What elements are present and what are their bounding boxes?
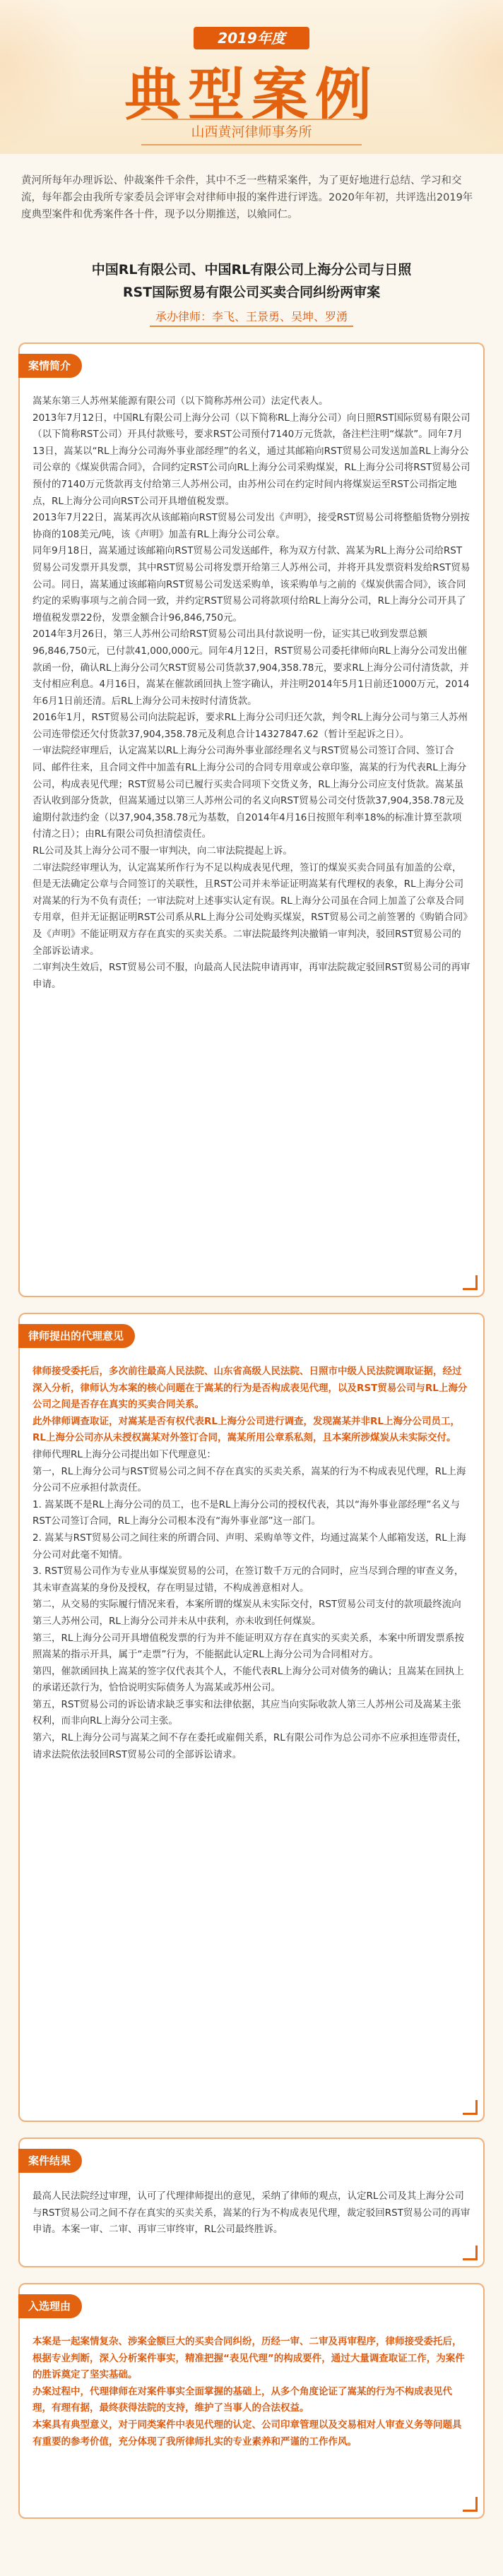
section-case-summary: [18, 342, 485, 1297]
section-body: [20, 2284, 483, 2466]
section-body: [20, 1314, 483, 1779]
paragraph: 同年9月18日，嵩某通过该邮箱向RST贸易公司发送邮件，称为双方付款、嵩某为RL上海分公司给RST贸易公司发票开具发票，其中RST贸易公司将发票开给第三人苏州公司，并将开具发票资料发给RST贸易公司。同日，嵩某通过该邮箱向RST贸易公司发送采购单，该采购单与之前的《煤炭供需合同》，该合同约定的采购事项与之前合同一致，并约定RST贸易公司将款项付给RL上海分公司，RL上海分公司开具了增值税发票22份，发票金额合计96,846,750元。: [32, 545, 471, 624]
case-title-line-1: 中国RL有限公司、中国RL有限公司上海分公司与日照: [91, 262, 412, 278]
paragraph: 律师接受委托后，多次前往最高人民法院、山东省高级人民法院、日照市中级人民法院调取证据，经过深入分析，律师认为本案的核心问题在于嵩某的行为是否构成表见代理，以及RST贸易公司与RL上海分公司之间是否存在真实的买卖合同关系。: [32, 1366, 468, 1411]
paragraph: 第四，催款函回执上嵩某的签字仅代表其个人，不能代表RL上海分公司对债务的确认；且嵩某在回执上的承诺还款行为，恰恰说明实际债务人为嵩某或苏州公司。: [32, 1665, 464, 1694]
paragraph: 本案是一起案情复杂、涉案金额巨大的买卖合同纠纷，历经一审、二审及再审程序，律师接受委托后，根据专业判断，深入分析案件事实，精准把握“表见代理”的构成要件，通过大量调查取证工作，为案件的胜诉奠定了坚实基础。: [32, 2336, 465, 2381]
paragraph: 3. RST贸易公司作为专业从事煤炭贸易的公司，在签订数千万元的合同时，应当尽到合理的审查义务，其未审查嵩某的身份及授权，存在明显过错，不构成善意相对人。: [32, 1566, 464, 1594]
section-selection-reason: [18, 2283, 485, 2519]
case-lawyers: 承办律师：李飞、王景勇、吴坤、罗湧: [150, 308, 353, 327]
paragraph: 2016年1月，RST贸易公司向法院起诉，要求RL上海分公司归还欠款，判令RL上海分公司与第三人苏州公司连带偿还欠付货款37,904,358.78元及利息合计14327847.62（暂计至起诉之日）。: [32, 712, 468, 740]
section-lawyer-opinion: [18, 1313, 485, 2122]
section-tag: 律师提出的代理意见: [18, 1324, 135, 1348]
paragraph: 一审法院经审理后，认定嵩某以RL上海分公司海外事业部经理名义与RST贸易公司签订合同、签订合同、邮件往来，且合同文件中加盖有RL上海分公司的合同专用章或公章印鉴，嵩某的行为代表RL上海分公司，构成表见代理；RST贸易公司已履行买卖合同项下交货义务，RL上海分公司应支付货款。嵩某虽否认收到部分货款，但嵩某通过以第三人苏州公司的名义向RST贸易公司交付货款37,904,358.78元及逾期付款违约金（以37,904,358.78元为基数，自2014年4月16日按照年利率18%的标准计算至款项付清之日）；由RL有限公司负担清偿责任。: [32, 745, 467, 840]
year-badge: 2019年度: [194, 27, 309, 49]
paragraph: 2013年7月12日，中国RL有限公司上海分公司（以下简称RL上海分公司）向日照RST国际贸易有限公司（以下简称RST公司）开具付款账号，要求RST公司预付7140万元货款，备注栏注明“煤款”。同年7月13日，嵩某以“RL上海分公司海外事业部经理”的名义，通过其邮箱向RST贸易公司发送加盖RL上海分公司公章的《煤炭供需合同》，合同约定RST公司向RL上海分公司采购煤炭，RL上海分公司将RST贸易公司预付的7140万元货款再支付给第三人苏州公司，由苏州公司在约定时间内将煤炭运至RST公司指定地点，RL上海分公司向RST公司开具增值税发票。: [32, 412, 471, 507]
paragraph: RL公司及其上海分公司不服一审判决，向二审法院提起上诉。: [32, 845, 292, 857]
section-body: [20, 2139, 483, 2254]
paragraph: 嵩某东第三人苏州某能源有限公司（以下简称苏州公司）法定代表人。: [32, 395, 329, 407]
paragraph: 办案过程中，代理律师在对案件事实全面掌握的基础上，从多个角度论证了嵩某的行为不构成表见代理，有理有据，最终获得法院的支持，维护了当事人的合法权益。: [32, 2385, 452, 2414]
corner-decoration: [463, 2246, 478, 2260]
header-banner: [0, 0, 503, 154]
paragraph: 第二，从交易的实际履行情况来看，本案所谓的煤炭从未实际交付，RST贸易公司支付的款项最终流向第三人苏州公司，RL上海分公司并未从中获利，亦未收到任何煤炭。: [32, 1599, 461, 1627]
paragraph: 2. 嵩某与RST贸易公司之间往来的所谓合同、声明、采购单等文件，均通过嵩某个人邮箱发送，RL上海分公司对此毫不知情。: [32, 1532, 466, 1561]
page-title: 典型案例: [124, 61, 379, 128]
corner-decoration: [463, 2100, 478, 2115]
paragraph: 第六，RL上海分公司与嵩某之间不存在委托或雇佣关系，RL有限公司作为总公司亦不应承担连带责任，请求法院依法驳回RST贸易公司的全部诉讼请求。: [32, 1732, 467, 1760]
paragraph: 二审判决生效后，RST贸易公司不服，向最高人民法院申请再审，再审法院裁定驳回RST贸易公司的再审申请。: [32, 962, 471, 990]
section-tag: 入选理由: [18, 2294, 82, 2318]
paragraph: 2014年3月26日，第三人苏州公司给RST贸易公司出具付款说明一份，证实其已收到发票总额96,846,750元，已付款41,000,000元。同年4月12日，RST贸易公司委托律师向RL上海分公司发出催款函一份，确认RL上海分公司欠RST贸易公司货款37,904,358.78元，要求RL上海分公司付清货款，并支付相应利息。4月16日，嵩某在催款函回执上签字确认，并注明2014年5月1日前还1000万元，2014年6月1日前还清。后RL上海分公司未按时付清货款。: [32, 628, 470, 707]
case-heading: [0, 258, 503, 327]
paragraph: 二审法院经审理认为，认定嵩某所作行为不足以构成表见代理，签订的煤炭买卖合同虽有加盖的公章，但是无法确定公章与合同签订的关联性，且RST公司并未举证证明嵩某有代理权的表象，RL上海分公司对嵩某的行为不负有责任；一审法院对上述事实认定有误。RL上海分公司虽在合同上加盖了公章及合同专用章，但并无证据证明RST公司系从RL上海分公司处购买煤炭，RST贸易公司之前签署的《购销合同》及《声明》不能证明双方存在真实的买卖关系。二审法院最终判决撤销一审判决，驳回RST贸易公司的全部诉讼请求。: [32, 861, 468, 957]
paragraph: 律师代理RL上海分公司提出如下代理意见：: [32, 1448, 216, 1460]
section-case-result: [18, 2137, 485, 2267]
section-tag: 案件结果: [18, 2149, 82, 2173]
case-title-line-2: RST国际贸易有限公司买卖合同纠纷两审案: [122, 285, 381, 300]
section-tag: 案情简介: [18, 354, 82, 378]
paragraph: 第五，RST贸易公司的诉讼请求缺乏事实和法律依据，其应当向实际收款人第三人苏州公司及嵩某主张权利，而非向RL上海分公司主张。: [32, 1698, 461, 1727]
paragraph: 第三，RL上海分公司开具增值税发票的行为并不能证明双方存在真实的买卖关系，本案中所谓发票系按照嵩某的指示开具，属于“走票”行为，不能据此认定RL上海分公司为合同相对方。: [32, 1632, 464, 1661]
paragraph: 1. 嵩某既不是RL上海分公司的员工，也不是RL上海分公司的授权代表，其以“海外事业部经理”名义与RST公司签订合同，RL上海分公司根本没有“海外事业部”这一部门。: [32, 1498, 460, 1527]
paragraph: 本案具有典型意义，对于同类案件中表见代理的认定、公司印章管理以及交易相对人审查义务等问题具有重要的参考价值，充分体现了我所律师扎实的专业素养和严谨的工作作风。: [32, 2419, 462, 2447]
section-body: [20, 344, 483, 1008]
intro-paragraph: 黄河所每年办理诉讼、仲裁案件千余件，其中不乏一些精采案件，为了更好地进行总结、学习和交流，每年都会由我所专家委员会评审会对律师申报的案件进行评选。2020年年初，共评选出2019年度典型案件和优秀案件各十件，现予以分期推送，以飨同仁。: [21, 175, 473, 220]
paragraph: 最高人民法院经过审理，认可了代理律师提出的意见，采纳了律师的观点，认定RL公司及其上海分公司与RST贸易公司之间不存在真实的买卖关系，嵩某的行为不构成表见代理，裁定驳回RST贸易公司的再审申请。本案一审、二审、再审三审终审，RL公司最终胜诉。: [32, 2190, 471, 2236]
paragraph: 第一，RL上海分公司与RST贸易公司之间不存在真实的买卖关系，嵩某的行为不构成表见代理，RL上海分公司不应承担付款责任。: [32, 1465, 466, 1494]
paragraph: 2013年7月22日，嵩某再次从该邮箱向RST贸易公司发出《声明》，接受RST贸易公司将整船货物分别按协商的108美元/吨，该《声明》加盖有RL上海分公司公章。: [32, 512, 470, 540]
paragraph: 此外律师调查取证，对嵩某是否有权代表RL上海分公司进行调查，发现嵩某并非RL上海分公司员工，RL上海分公司亦从未授权嵩某对外签订合同，嵩某所用公章系私刻，且本案所涉煤炭从未实际交付。: [32, 1415, 460, 1444]
corner-decoration: [463, 2497, 478, 2512]
firm-name: 山西黄河律师事务所: [141, 119, 362, 145]
corner-decoration: [463, 1275, 478, 1290]
